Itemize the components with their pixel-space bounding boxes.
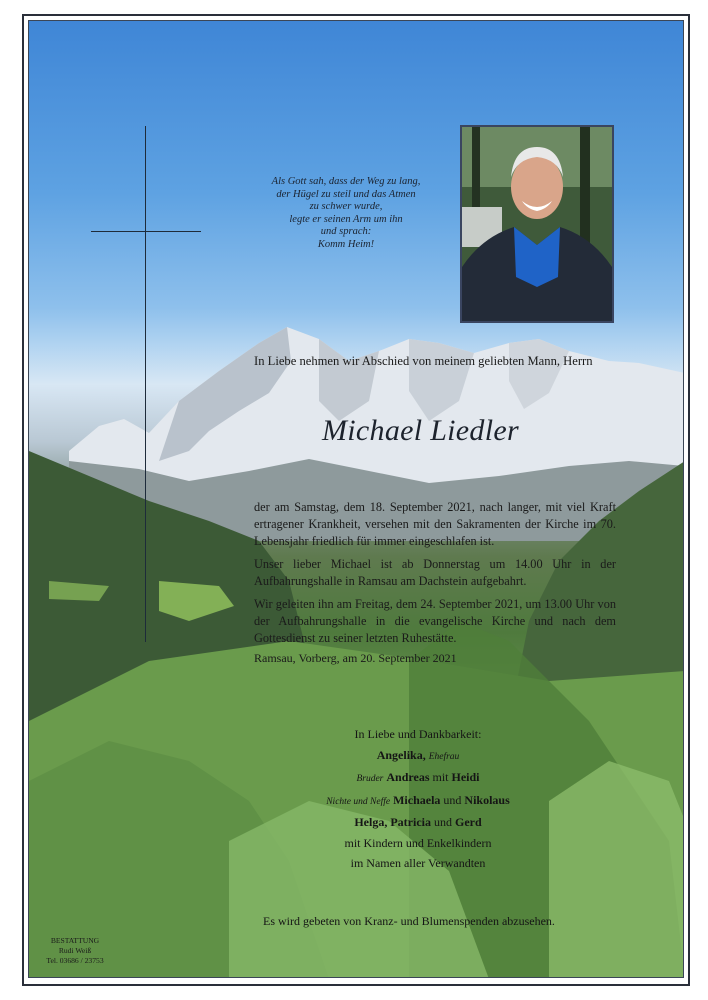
cross-vertical-bar xyxy=(145,126,146,642)
undertaker-line: Rudi Weiß xyxy=(58,946,92,955)
poem-line: und sprach: xyxy=(320,226,372,238)
undertaker-imprint xyxy=(35,936,115,966)
intro-line: In Liebe nehmen wir Abschied von meinem geliebten Mann, Herrn xyxy=(254,354,593,368)
relatives-line: im Namen aller Verwandten xyxy=(350,856,486,870)
mourners-heading: In Liebe und Dankbarkeit: xyxy=(354,727,482,741)
wife-name: Angelika, xyxy=(376,747,426,762)
flower-request: Es wird gebeten von Kranz- und Blumenspenden abzusehen. xyxy=(263,914,555,928)
others-and: und xyxy=(433,815,452,829)
mourners-list xyxy=(250,724,586,874)
brother-with: mit xyxy=(432,770,449,784)
place-date: Ramsau, Vorberg, am 20. September 2021 xyxy=(254,651,457,665)
portrait-illustration xyxy=(462,127,612,321)
wife-role: Ehefrau xyxy=(428,751,460,762)
portrait-photo xyxy=(460,125,614,323)
mourner-others xyxy=(250,812,586,833)
poem-line: legte er seinen Arm um ihn xyxy=(289,213,403,225)
brother-name: Andreas xyxy=(386,770,430,784)
mourner-niece-nephew xyxy=(250,790,586,813)
others-names: Helga, Patricia xyxy=(354,815,431,829)
children-line: mit Kindern und Enkelkindern xyxy=(344,835,492,850)
mourner-brother xyxy=(250,767,586,790)
poem-text xyxy=(248,176,444,252)
others-last: Gerd xyxy=(454,815,482,829)
funeral-paragraph: Wir geleiten ihn am Freitag, dem 24. September 2021, um 13.00 Uhr von der Aufbahrungshalle in die evangelische Kirche und nach dem Gottesdienst zu seiner letzten Ruhestätte. xyxy=(254,597,616,645)
brother-partner: Heidi xyxy=(451,770,480,784)
nephew-name: Nikolaus xyxy=(464,792,510,807)
undertaker-line: Tel. 03686 / 23753 xyxy=(46,956,104,965)
mourner-wife xyxy=(250,745,586,768)
niece-nephew-role: Nichte und Neffe xyxy=(326,796,391,807)
poem-line: Als Gott sah, dass der Weg zu lang, xyxy=(271,176,421,187)
viewing-paragraph: Unser lieber Michael ist ab Donnerstag um 14.00 Uhr in der Aufbahrungshalle in Ramsau am Dachstein aufgebahrt. xyxy=(254,557,616,588)
poem-line: Komm Heim! xyxy=(317,238,375,250)
poem-line: zu schwer wurde, xyxy=(309,201,383,213)
niece-name: Michaela xyxy=(393,792,441,807)
poem-line: der Hügel zu steil und das Atmen xyxy=(276,188,416,200)
undertaker-line: BESTATTUNG xyxy=(50,936,100,945)
niece-and: und xyxy=(443,792,462,807)
deceased-name: Michael Liedler xyxy=(322,414,519,447)
cross-horizontal-bar xyxy=(91,231,201,232)
brother-role: Bruder xyxy=(356,774,384,784)
obituary-paragraph: der am Samstag, dem 18. September 2021, nach langer, mit viel Kraft ertragener Krankheit, versehen mit den Sakramenten der Kirche im 70. Lebensjahr friedlich für immer eingeschlafen ist. xyxy=(254,500,616,548)
